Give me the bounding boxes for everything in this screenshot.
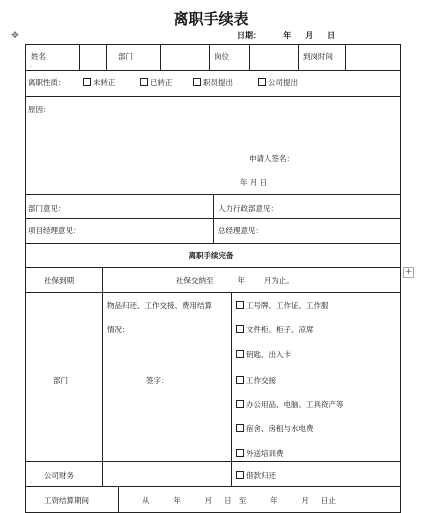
handover-section-title: 离职手续完备: [188, 251, 234, 260]
checkbox-icon: [236, 424, 244, 432]
applicant-date: 年 月 日: [240, 178, 268, 187]
item-keys-card[interactable]: 钥匙、出入卡: [236, 350, 291, 360]
checkbox-icon: [236, 301, 244, 309]
goods-line-1: 物品归还、工作交接、费用结算: [107, 301, 212, 310]
form-date-line: 日期： 年 月 日: [237, 31, 336, 40]
add-row-icon[interactable]: +: [404, 267, 413, 277]
nature-option-company[interactable]: 公司提出: [258, 78, 298, 88]
handover-signature-label: 签字：: [146, 376, 169, 385]
goods-line-2: 情况：: [107, 325, 130, 334]
nature-label: 离职性质：: [28, 78, 66, 87]
name-label: 姓名: [31, 52, 46, 61]
item-work-handover[interactable]: 工作交接: [236, 376, 276, 386]
hr-opinion-label: 人力行政部意见：: [218, 204, 278, 213]
item-cabinet-mat[interactable]: 文件柜、柜子、凉席: [236, 325, 314, 335]
dept-opinion-label: 部门意见：: [28, 204, 66, 213]
checkbox-icon: [140, 78, 148, 86]
salary-period-text: 从 年 月 日 至 年 月 日止: [142, 496, 336, 505]
checkbox-icon: [236, 350, 244, 358]
nature-option-regular[interactable]: 已转正: [140, 78, 173, 88]
salary-period-label: 工资结算期间: [44, 496, 89, 505]
social-due-label: 社保到期: [44, 276, 74, 285]
checkbox-icon: [236, 376, 244, 384]
nature-option-employee[interactable]: 职员提出: [193, 78, 233, 88]
item-office-assets[interactable]: 办公用品、电脑、工具资产等: [236, 400, 344, 410]
handover-dept-label: 部门: [53, 376, 68, 385]
applicant-signature-label: 申请人签名：: [249, 154, 294, 163]
arrival-time-label: 到岗时间: [303, 52, 333, 61]
form-title: 离职手续表: [173, 10, 249, 28]
social-until-text: 社保交纳至 年 月为止。: [176, 276, 294, 285]
table-move-icon[interactable]: ✥: [11, 31, 19, 41]
checkbox-icon: [193, 78, 201, 86]
item-training-fee[interactable]: 外送培训费: [236, 449, 284, 459]
position-label: 岗位: [214, 52, 229, 61]
nature-option-probation[interactable]: 未转正: [83, 78, 116, 88]
checkbox-icon: [236, 400, 244, 408]
project-manager-opinion-label: 项目经理意见：: [28, 226, 81, 235]
checkbox-icon: [236, 449, 244, 457]
checkbox-icon: [258, 78, 266, 86]
gm-opinion-label: 总经理意见：: [218, 226, 263, 235]
checkbox-icon: [236, 471, 244, 479]
item-loan-return[interactable]: 借款归还: [236, 471, 276, 481]
checkbox-icon: [236, 325, 244, 333]
reason-label: 原因：: [28, 105, 51, 114]
item-badge-uniform[interactable]: 工号牌、工作证、工作服: [236, 301, 329, 311]
dept-label: 部门: [118, 52, 133, 61]
checkbox-icon: [83, 78, 91, 86]
finance-label: 公司财务: [44, 471, 74, 480]
item-dorm-rent[interactable]: 宿舍、房租与水电费: [236, 424, 314, 434]
